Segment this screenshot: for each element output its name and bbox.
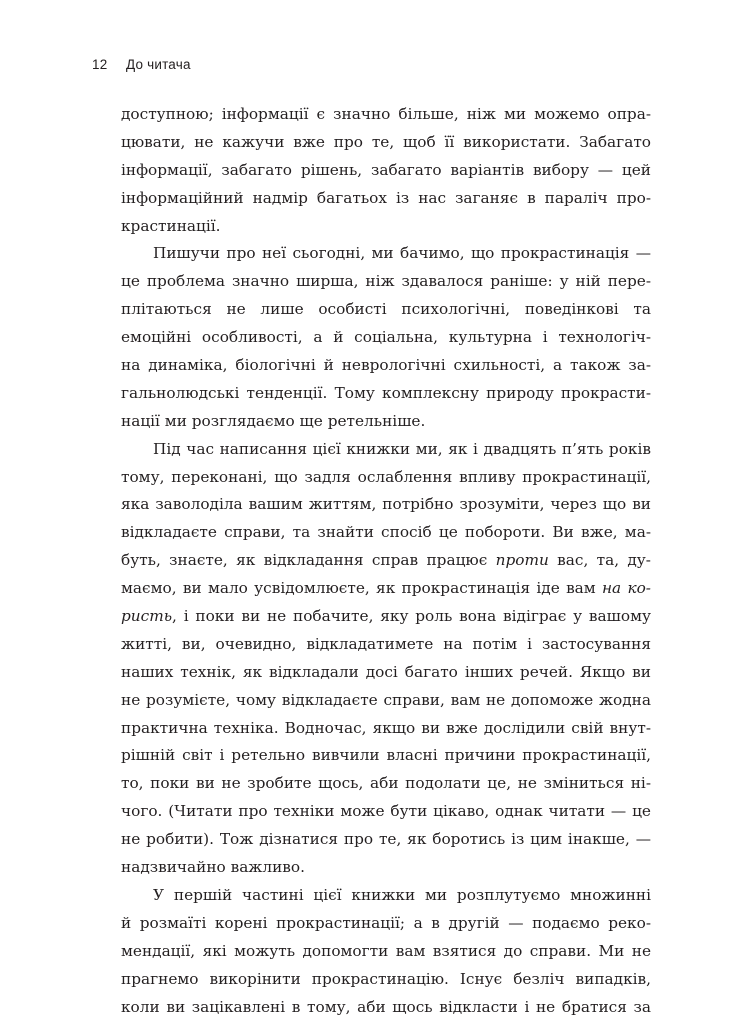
text-line bbox=[121, 129, 651, 157]
text-segment: яка заволоділа вашим життям, потрібно зрозуміти, через що ви bbox=[121, 495, 651, 514]
text-segment: на динаміка, біологічні й неврологічні схильності, а також за- bbox=[121, 356, 651, 375]
text-segment: буть, знаєте, як відкладання справ працює bbox=[121, 551, 496, 570]
text-segment: то, поки ви не зробите щось, аби подолати це, не зміниться ні- bbox=[121, 774, 651, 793]
text-line bbox=[121, 213, 651, 241]
body-text bbox=[121, 101, 651, 1021]
section-title: До читача bbox=[125, 57, 191, 72]
text-line bbox=[121, 185, 651, 213]
text-segment: Пишучи про неї сьогодні, ми бачимо, що прокрастинація — bbox=[153, 244, 651, 263]
text-segment: наших технік, як відкладали досі багато інших речей. Якщо ви bbox=[121, 662, 651, 681]
text-line bbox=[121, 659, 651, 687]
text-segment: коли ви зацікавлені в тому, аби щось відкласти і не братися за bbox=[121, 997, 651, 1016]
text-line bbox=[121, 715, 651, 743]
text-line bbox=[121, 157, 651, 185]
text-line bbox=[121, 296, 651, 324]
text-line bbox=[121, 380, 651, 408]
text-line bbox=[121, 882, 651, 910]
text-line bbox=[121, 742, 651, 770]
text-line bbox=[121, 854, 651, 882]
text-segment: тому, переконані, що задля ослаблення впливу прокрастинації, bbox=[121, 467, 651, 486]
text-line bbox=[121, 798, 651, 826]
text-line bbox=[121, 491, 651, 519]
text-line bbox=[121, 408, 651, 436]
text-segment: чого. (Читати про техніки може бути цікаво, однак читати — це bbox=[121, 802, 651, 821]
text-segment: нації ми розглядаємо ще ретельніше. bbox=[121, 411, 426, 430]
text-segment: У першій частині цієї книжки ми розплутуємо множинні bbox=[153, 885, 651, 904]
text-line bbox=[121, 826, 651, 854]
text-segment: надзвичайно важливо. bbox=[121, 858, 305, 877]
text-line bbox=[121, 966, 651, 994]
text-line bbox=[121, 994, 651, 1022]
text-segment: практична техніка. Водночас, якщо ви вже дослідили свій внут- bbox=[121, 718, 651, 737]
text-line bbox=[121, 464, 651, 492]
text-line bbox=[121, 436, 651, 464]
text-segment: цювати, не кажучи вже про те, щоб її використати. Забагато bbox=[121, 132, 651, 151]
running-head bbox=[92, 57, 191, 72]
text-segment: прагнемо викорінити прокрастинацію. Існує безліч випадків, bbox=[121, 969, 651, 988]
text-segment: відкладаєте справи, та знайти спосіб це побороти. Ви вже, ма- bbox=[121, 523, 651, 542]
text-segment: крастинації. bbox=[121, 216, 221, 235]
text-segment: інформаційний надмір багатьох із нас заганяє в параліч про- bbox=[121, 188, 651, 207]
text-line bbox=[121, 268, 651, 296]
text-segment: гальнолюдські тенденції. Тому комплексну природу прокрасти- bbox=[121, 383, 651, 402]
text-line bbox=[121, 547, 651, 575]
page-number: 12 bbox=[92, 57, 108, 72]
emphasis-text: проти bbox=[495, 551, 549, 570]
text-segment: Під час написання цієї книжки ми, як і двадцять п’ять років bbox=[153, 439, 651, 458]
text-line bbox=[121, 324, 651, 352]
text-line bbox=[121, 603, 651, 631]
paragraph bbox=[121, 240, 651, 435]
text-segment: маємо, ви мало усвідомлюєте, як прокрастинація іде вам bbox=[121, 579, 602, 598]
text-line bbox=[121, 240, 651, 268]
text-line bbox=[121, 352, 651, 380]
text-segment: , і поки ви не побачите, яку роль вона відіграє у вашому bbox=[172, 607, 651, 626]
text-line bbox=[121, 519, 651, 547]
text-segment: вас, та, ду- bbox=[548, 551, 651, 570]
paragraph bbox=[121, 101, 651, 240]
emphasis-text: на ко- bbox=[601, 579, 651, 598]
paragraph bbox=[121, 882, 651, 1021]
text-line bbox=[121, 938, 651, 966]
text-line bbox=[121, 910, 651, 938]
text-line bbox=[121, 687, 651, 715]
text-segment: рішній світ і ретельно вивчили власні причини прокрастинації, bbox=[121, 746, 651, 765]
text-segment: плітаються не лише особисті психологічні, поведінкові та bbox=[121, 300, 651, 319]
text-segment: доступною; інформації є значно більше, ніж ми можемо опра- bbox=[121, 105, 651, 123]
text-segment: не розумієте, чому відкладаєте справи, вам не допоможе жодна bbox=[121, 690, 651, 709]
text-segment: й розмаїті корені прокрастинації; а в другій — подаємо реко- bbox=[121, 913, 651, 932]
text-line bbox=[121, 770, 651, 798]
text-segment: інформації, забагато рішень, забагато варіантів вибору — цей bbox=[121, 160, 651, 179]
text-line bbox=[121, 101, 651, 129]
text-segment: емоційні особливості, а й соціальна, культурна і технологіч- bbox=[121, 328, 651, 347]
emphasis-text: ристь bbox=[121, 607, 173, 626]
paragraph bbox=[121, 436, 651, 882]
text-segment: не робити). Тож дізнатися про те, як боротись із цим інакше, — bbox=[121, 830, 651, 849]
text-line bbox=[121, 631, 651, 659]
text-line bbox=[121, 575, 651, 603]
text-segment: житті, ви, очевидно, відкладатимете на потім і застосування bbox=[121, 634, 651, 653]
text-segment: мендації, які можуть допомогти вам взятися до справи. Ми не bbox=[121, 941, 651, 960]
text-segment: це проблема значно ширша, ніж здавалося раніше: у ній пере- bbox=[121, 272, 651, 291]
